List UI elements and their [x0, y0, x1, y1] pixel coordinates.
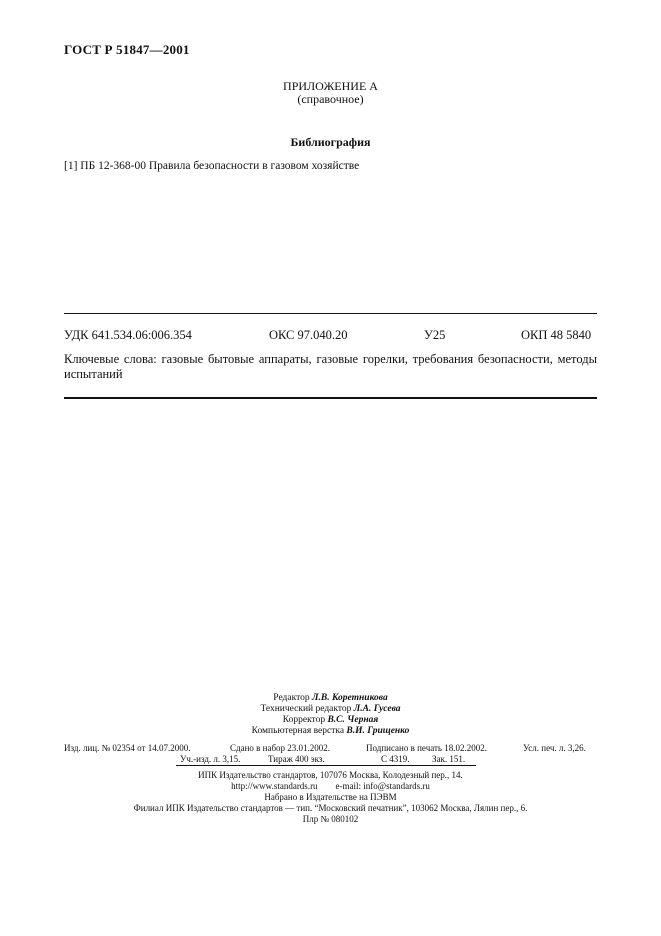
sent-date: Сдано в набор 23.01.2002. [230, 743, 331, 753]
signed-date: Подписано в печать 18.02.2002. [366, 743, 488, 753]
divider-top [64, 313, 597, 314]
keywords: Ключевые слова: газовые бытовые аппараты, газовые горелки, требования безопасности, методы испытаний [64, 352, 597, 381]
credit-corrector: Корректор В.С. Черная [282, 715, 379, 725]
print-sheets: Усл. печ. л. 3,26. [523, 743, 586, 753]
credit-layout: Компьютерная верстка В.И. Грищенко [251, 726, 410, 736]
appendix-title: ПРИЛОЖЕНИЕ А [283, 79, 378, 93]
credit-tech-editor: Технический редактор Л.А. Гусева [260, 704, 401, 714]
document-code: ГОСТ Р 51847—2001 [64, 42, 190, 57]
publisher-footer [0, 770, 661, 825]
appendix-heading [0, 80, 661, 106]
divider-bottom [64, 397, 597, 399]
publisher-web: http://www.standards.ru e-mail: info@standards.ru [231, 781, 430, 791]
udk-code: УДК 641.534.06:006.354 [64, 328, 192, 342]
order-number: Зак. 151. [432, 754, 466, 764]
divider-footer [176, 765, 476, 766]
bibliography-title: Библиография [290, 135, 371, 149]
c-code: С 4319. [381, 754, 410, 764]
oks-code: ОКС 97.040.20 [269, 328, 348, 342]
typeset-note: Набрано в Издательстве на ПЭВМ [264, 792, 397, 802]
license-info: Изд. лиц. № 02354 от 14.07.2000. [64, 743, 191, 753]
credit-editor: Редактор Л.В. Коретникова [273, 693, 388, 703]
printer-address: Филиал ИПК Издательство стандартов — тип. “Московский печатник”, 103062 Москва, Лялин пер., 6. [133, 803, 528, 813]
print-run: Тираж 400 экз. [268, 754, 325, 764]
okp-code: ОКП 48 5840 [521, 328, 592, 342]
edit-sheets: Уч.-изд. л. 3,15. [180, 754, 241, 764]
group-code: У25 [424, 328, 446, 342]
plr-number: Плр № 080102 [302, 814, 359, 824]
credits-block [0, 693, 661, 737]
bibliography-entry: [1] ПБ 12-368-00 Правила безопасности в газовом хозяйстве [64, 160, 360, 172]
publisher-address: ИПК Издательство стандартов, 107076 Москва, Колодезный пер., 14. [198, 770, 463, 780]
appendix-subtitle: (справочное) [297, 92, 364, 106]
